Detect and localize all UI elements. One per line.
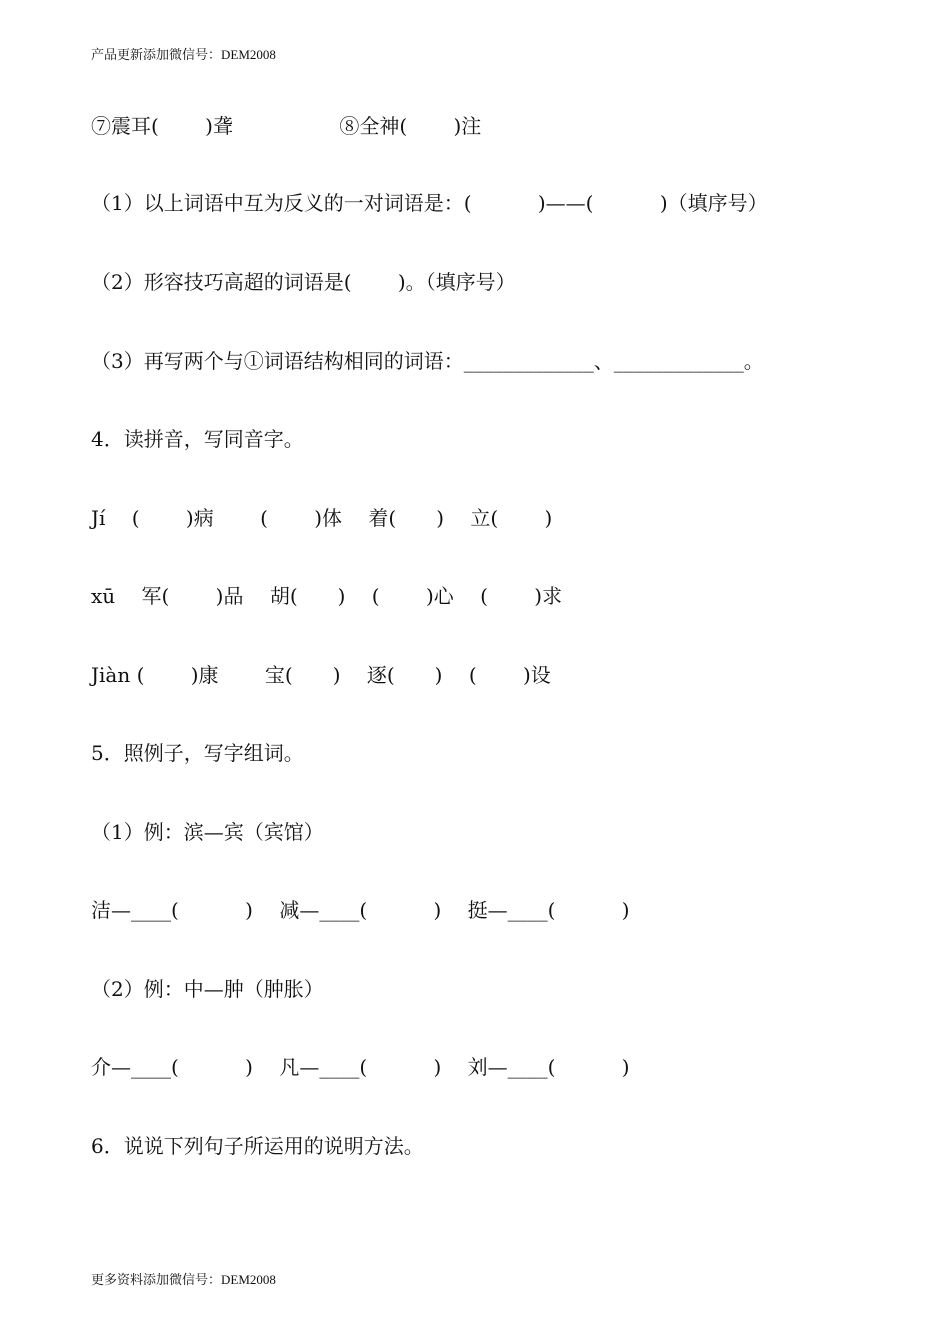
question-3-2: （2）形容技巧高超的词语是( )。（填序号） (91, 270, 516, 294)
pinyin-row-ji: Jí ( )病 ( )体 着( ) 立( ) (91, 506, 553, 530)
question-5-title: 5．照例子，写字组词。 (91, 741, 304, 765)
idiom-items-7-8: ⑦震耳( )聋 ⑧全神( )注 (91, 114, 482, 138)
question-3-1: （1）以上词语中互为反义的一对词语是：( )——( )（填序号） (91, 191, 768, 215)
page-header: 产品更新添加微信号：DEM2008 (91, 47, 276, 62)
question-4-title: 4．读拼音，写同音字。 (91, 427, 304, 451)
question-3-3: （3）再写两个与①词语结构相同的词语：_____________、_____________。 (91, 349, 764, 373)
pinyin-row-jian: Jiàn ( )康 宝( ) 逐( ) ( )设 (91, 663, 551, 687)
exercise-row-2: 介—____( ) 凡—____( ) 刘—____( ) (91, 1055, 630, 1079)
question-6-title: 6．说说下列句子所运用的说明方法。 (91, 1134, 424, 1158)
page-footer: 更多资料添加微信号：DEM2008 (91, 1272, 276, 1287)
pinyin-row-xu: xū 军( )品 胡( ) ( )心 ( )求 (91, 584, 563, 608)
example-2: （2）例：中—肿（肿胀） (91, 977, 324, 1001)
example-1: （1）例：滨—宾（宾馆） (91, 820, 324, 844)
exercise-row-1: 洁—____( ) 减—____( ) 挺—____( ) (91, 898, 630, 922)
